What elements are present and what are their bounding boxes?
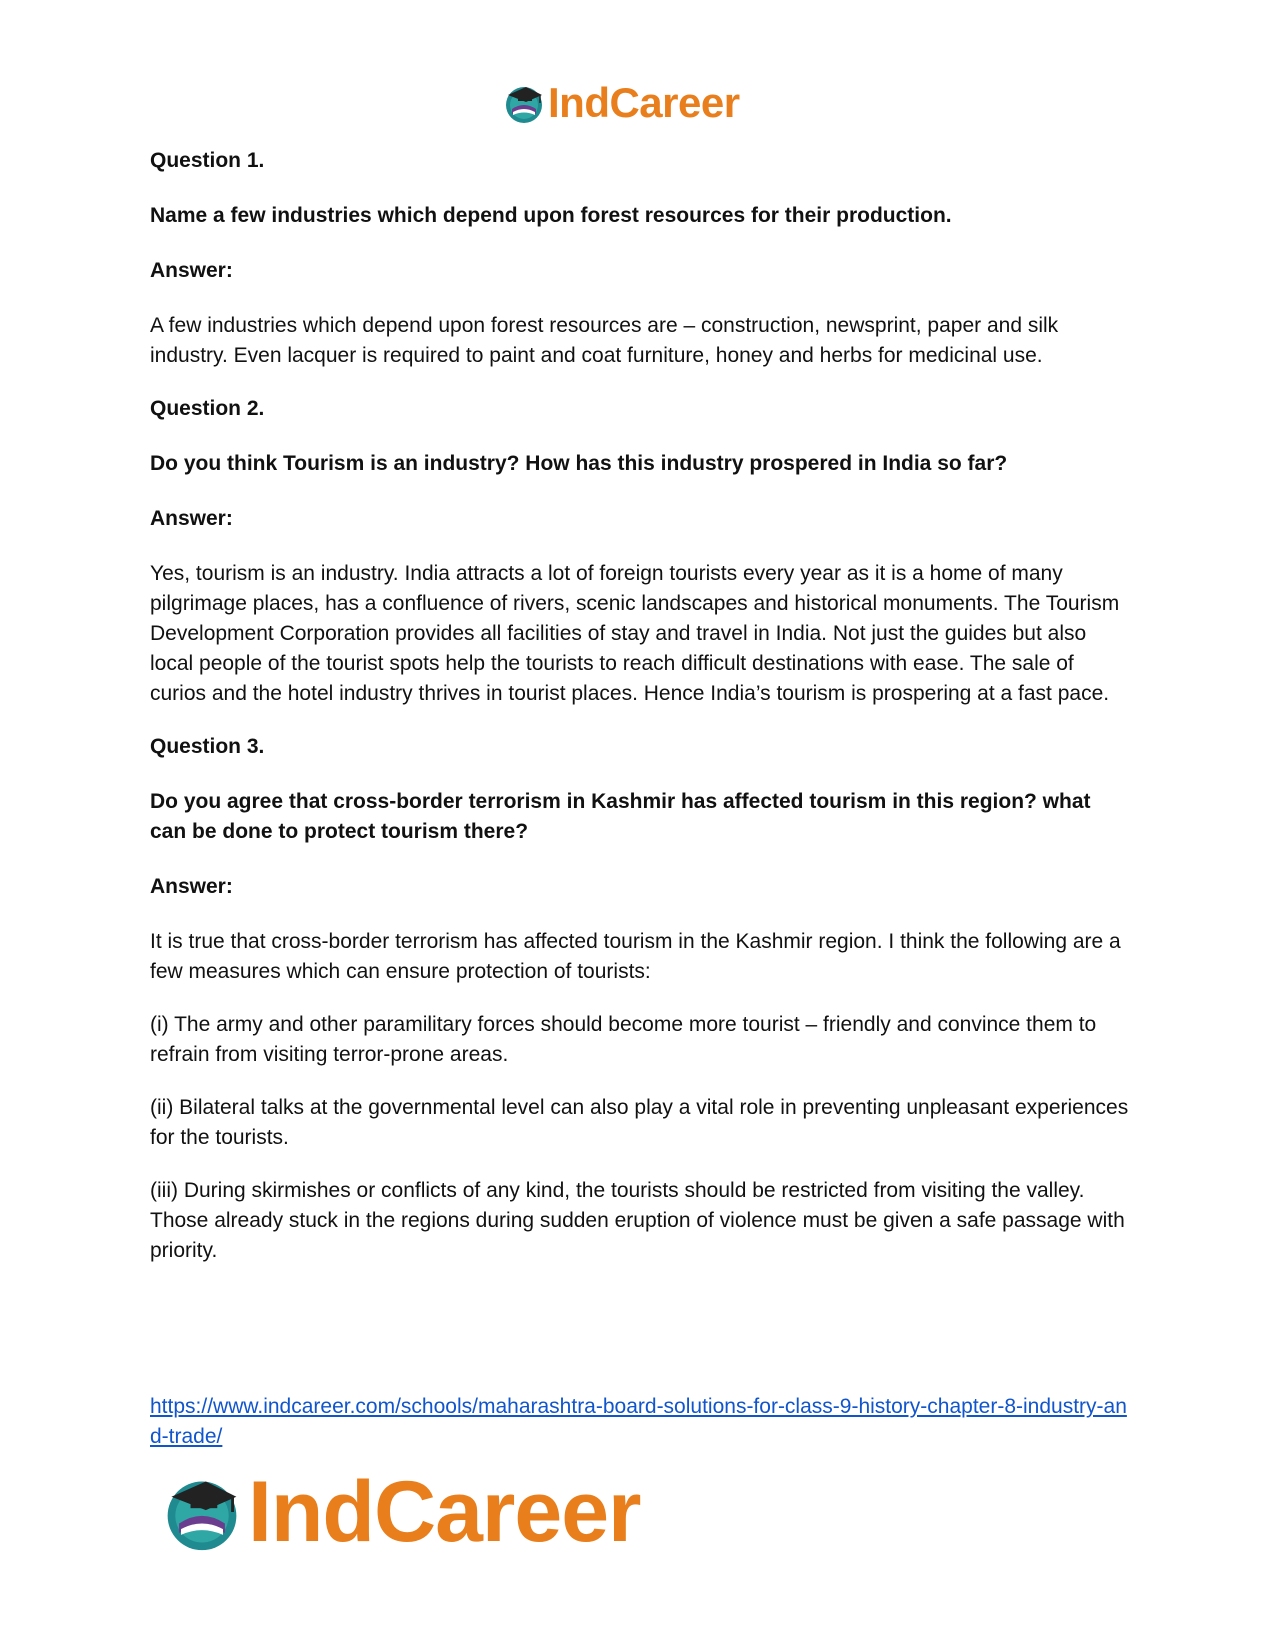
question-block-3: [150, 732, 1130, 1266]
question-text: Do you think Tourism is an industry? How has this industry prospered in India so far?: [150, 452, 1008, 475]
source-link[interactable]: https://www.indcareer.com/schools/maharashtra-board-solutions-for-class-9-history-chapter-8-industry-and-trade/: [150, 1395, 1127, 1448]
question-block-2: [150, 394, 1130, 709]
question-label: Question 2.: [150, 397, 265, 420]
answer-label: Answer:: [150, 875, 233, 898]
question-text: Do you agree that cross-border terrorism in Kashmir has affected tourism in this region? what can be done to protect tourism there?: [150, 790, 1091, 843]
answer-label: Answer:: [150, 507, 233, 530]
indcareer-logo-top: [502, 80, 740, 126]
indcareer-logo-bottom: [160, 1464, 641, 1560]
answer-paragraph: A few industries which depend upon forest resources are – construction, newsprint, paper and silk industry. Even lacquer is required to paint and coat furniture, honey and herbs for medicinal use.: [150, 314, 1059, 367]
document-body: [150, 146, 1130, 1289]
question-block-1: [150, 146, 1130, 371]
answer-paragraph: Yes, tourism is an industry. India attracts a lot of foreign tourists every year as it is a home of many pilgrimage places, has a confluence of rivers, scenic landscapes and historical monuments. The Tourism Development Corporation provides all facilities of stay and travel in India. Not just the guides but also local people of the tourist spots help the tourists to reach difficult destinations with ease. The sale of curios and the hotel industry thrives in tourist places. Hence India’s tourism is prospering at a fast pace.: [150, 562, 1120, 705]
graduation-cap-globe-icon: [502, 81, 546, 125]
graduation-cap-globe-icon: [160, 1470, 244, 1554]
question-text: Name a few industries which depend upon forest resources for their production.: [150, 204, 952, 227]
answer-paragraph: It is true that cross-border terrorism has affected tourism in the Kashmir region. I think the following are a few measures which can ensure protection of tourists:: [150, 930, 1121, 983]
answer-paragraph: (iii) During skirmishes or conflicts of any kind, the tourists should be restricted from visiting the valley. Those already stuck in the regions during sudden eruption of violence must be given a safe passage with priority.: [150, 1179, 1125, 1262]
logo-wordmark: IndCareer: [548, 79, 740, 126]
question-label: Question 3.: [150, 735, 265, 758]
answer-paragraph: (i) The army and other paramilitary forces should become more tourist – friendly and convince them to refrain from visiting terror-prone areas.: [150, 1013, 1097, 1066]
question-label: Question 1.: [150, 149, 265, 172]
answer-paragraph: (ii) Bilateral talks at the governmental level can also play a vital role in preventing unpleasant experiences for the tourists.: [150, 1096, 1129, 1149]
logo-wordmark: IndCareer: [248, 1464, 641, 1560]
answer-label: Answer:: [150, 259, 233, 282]
